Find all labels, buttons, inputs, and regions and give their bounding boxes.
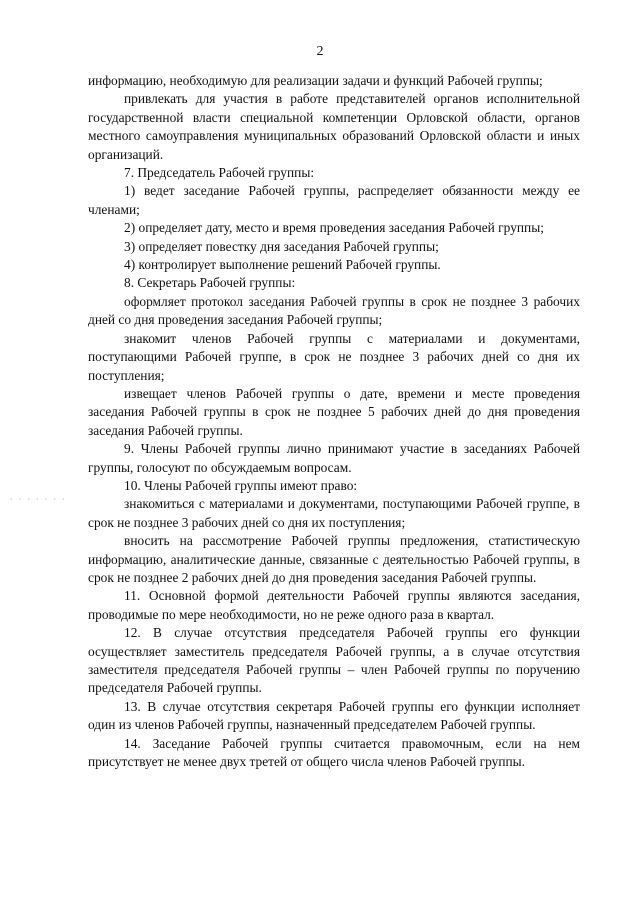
paragraph-item-7-1: 1) ведет заседание Рабочей группы, распределяет обязанности между ее членами; (88, 183, 580, 217)
paragraph-item-7-2: 2) определяет дату, место и время проведения заседания Рабочей группы; (124, 220, 544, 236)
paragraph-item-10-review: знакомиться с материалами и документами, поступающими Рабочей группе, в срок не позднее 3 рабочих дней со дня их поступления; (88, 496, 580, 530)
margin-mark: · · · · · · · (10, 495, 67, 504)
paragraph-item-8-notify: извещает членов Рабочей группы о дате, времени и месте проведения заседания Рабочей группы в срок не позднее 5 рабочих дней до дня проведения заседания Рабочей группы. (88, 385, 580, 438)
page-number: 2 (316, 44, 324, 59)
paragraph-item-13: 13. В случае отсутствия секретаря Рабочей группы его функции исполняет один из членов Рабочей группы, назначенный председателем Рабочей группы. (88, 698, 580, 733)
paragraph-item-11: 11. Основной формой деятельности Рабочей группы являются заседания, проводимые по мере необходимости, но не реже одного раза в квартал. (88, 588, 580, 622)
document-body (88, 72, 580, 771)
paragraph-item-8-materials: знакомит членов Рабочей группы с материалами и документами, поступающими Рабочей группе, в срок не позднее 3 рабочих дней со дня их поступления; (88, 330, 580, 383)
paragraph-item-7-3: 3) определяет повестку дня заседания Рабочей группы; (124, 238, 439, 254)
paragraph-item-10-heading: 10. Члены Рабочей группы имеют право: (124, 477, 358, 493)
paragraph-item-8-protocol: оформляет протокол заседания Рабочей группы в срок не позднее 3 рабочих дней со дня проведения заседания Рабочей группы; (88, 293, 580, 328)
paragraph-item-10-submit: вносить на рассмотрение Рабочей группы предложения, статистическую информацию, аналитические данные, связанные с деятельностью Рабочей группы, в срок не позднее 2 рабочих дней до дня проведения заседания Рабочей группы. (88, 533, 580, 585)
paragraph-item-8-heading: 8. Секретарь Рабочей группы: (124, 275, 296, 291)
paragraph-continuation: информацию, необходимую для реализации задачи и функций Рабочей группы; (88, 73, 543, 88)
paragraph-item-9: 9. Члены Рабочей группы лично принимают участие в заседаниях Рабочей группы, голосуют по обсуждаемым вопросам. (88, 441, 580, 475)
paragraph-item-7-heading: 7. Председатель Рабочей группы: (124, 165, 315, 181)
paragraph-item-12: 12. В случае отсутствия председателя Рабочей группы его функции осуществляет заместитель председателя Рабочей группы, а в случае отсутствия заместителя председателя Рабочей группы – член Рабочей группы по поручению председателя Рабочей группы. (88, 625, 580, 696)
paragraph-item-7-4: 4) контролирует выполнение решений Рабочей группы. (124, 257, 441, 273)
paragraph-item-14: 14. Заседание Рабочей группы считается правомочным, если на нем присутствует не менее двух третей от общего числа членов Рабочей группы. (88, 735, 580, 770)
paragraph-involve-representatives: привлекать для участия в работе представителей органов исполнительной государственной власти специальной компетенции Орловской области, органов местного самоуправления муниципальных образований Орловской области и иных организаций. (88, 91, 580, 162)
